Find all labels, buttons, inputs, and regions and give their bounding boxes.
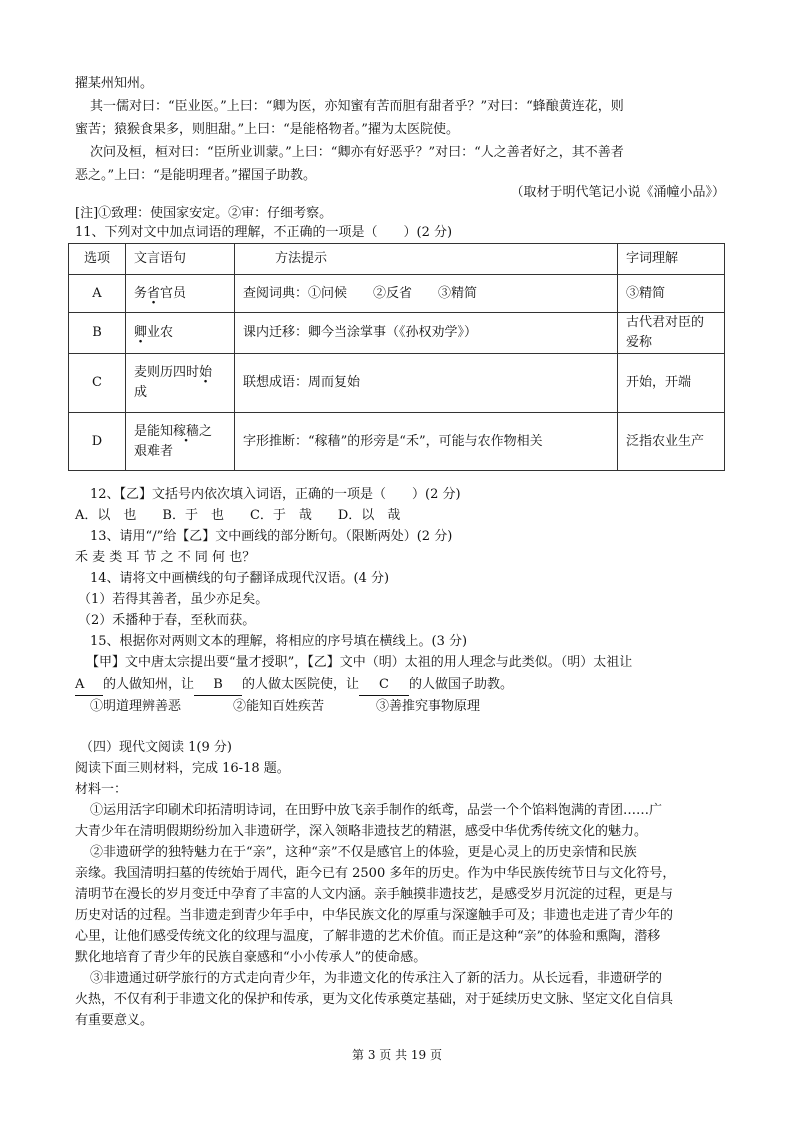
vocab-table xyxy=(68,243,725,471)
blank-c: C xyxy=(359,675,409,696)
dotted-word: 始 xyxy=(199,365,213,380)
question-15: 15、根据你对两则文本的理解，将相应的序号填在横线上。(3 分) xyxy=(90,634,468,649)
question-14-item: （1）若得其善者，虽少亦足矣。 xyxy=(78,592,269,607)
meaning-cell: 古代君对臣的爱称 xyxy=(618,313,725,354)
sentence-cell xyxy=(126,413,235,471)
paragraph-line: 火热，不仅有利于非遗文化的保护和传承，更为文化传承奠定基础，对于延续历史文脉、坚定文化自信具 xyxy=(75,992,674,1007)
method-cell: 课内迁移：卿今当涂掌事（《孙权劝学》） xyxy=(235,313,618,354)
text-line: 擢某州知州。 xyxy=(75,76,154,91)
text-line: 蜜苦；猿猴食果多，则胆甜。”上曰：“是能格物者。”擢为太医院使。 xyxy=(75,122,459,137)
option-cell: C xyxy=(69,354,126,413)
dotted-word: 省 xyxy=(147,285,161,301)
question-11: 11、下列对文中加点词语的理解，不正确的一项是（ ）(2 分) xyxy=(75,225,453,240)
sentence-text: 麦则历四时 xyxy=(134,365,200,380)
method-cell: 字形推断：“稼穑”的形旁是“禾”，可能与农作物相关 xyxy=(235,413,618,471)
blank-b: B xyxy=(194,675,242,696)
sentence-cell xyxy=(126,313,235,354)
question-13: 13、请用“/”给【乙】文中画线的部分断句。（限断两处）(2 分) xyxy=(90,529,453,544)
table-row xyxy=(69,413,725,471)
paragraph-line: ①运用活字印刷术印拓清明诗词，在田野中放飞亲手制作的纸鸢，品尝一个个馅料饱满的青团……广 xyxy=(90,803,663,818)
header-cell: 字词理解 xyxy=(618,244,725,275)
header-cell: 文言语句 xyxy=(126,244,235,275)
question-14-item: （2）禾播种于春，至秋而获。 xyxy=(78,613,256,628)
paragraph-line: 历史对话的过程。当非遗走到青少年手中，中华民族文化的厚重与深邃触手可及；非遗也走进了青少年的 xyxy=(75,908,674,923)
dotted-word: 稼穑 xyxy=(173,423,200,439)
sentence-cell xyxy=(126,275,235,313)
table-header-row xyxy=(69,244,725,275)
paragraph-line: 大青少年在清明假期纷纷加入非遗研学，深入领略非遗技艺的精湛，感受中华优秀传统文化的魅力。 xyxy=(75,824,648,839)
paragraph-line: 亲缘。我国清明扫墓的传统始于周代，距今已有 2500 多年的历史。作为中华民族传统节日与文化符号， xyxy=(75,866,676,881)
paragraph-line: 心里，让他们感受传统文化的纹理与温度，了解非遗的艺术价值。而正是这种“亲”的体验和熏陶，潜移 xyxy=(75,929,661,944)
paragraph-line: 默化地培育了青少年的民族自豪感和“小小传承人”的使命感。 xyxy=(75,950,427,965)
text-line: 恶之。”上曰：“是能明理者。”擢国子助教。 xyxy=(75,168,316,183)
blank-text: 的人做国子助教。 xyxy=(409,677,514,692)
blank-a: A xyxy=(75,675,103,696)
sentence-text: 官员 xyxy=(160,285,187,301)
table-row xyxy=(69,313,725,354)
blank-text: 的人做知州，让 xyxy=(103,677,195,692)
header-cell: 选项 xyxy=(69,244,126,275)
sentence-text: 业农 xyxy=(147,325,174,340)
sentence-text: 是能知 xyxy=(134,423,174,439)
meaning-cell: 开始，开端 xyxy=(618,354,725,413)
sentence-text: 务 xyxy=(134,285,148,301)
question-12-options: A．以 也 B．于 也 C．于 哉 D．以 哉 xyxy=(75,508,401,523)
question-15-blanks xyxy=(75,675,725,696)
text-line: 其一儒对曰：“臣业医。”上曰：“卿为医，亦知蜜有苦而胆有甜者乎？”对曰：“蜂酿黄连花，则 xyxy=(90,99,624,114)
option-cell: A xyxy=(69,275,126,313)
section-intro: 阅读下面三则材料，完成 16-18 题。 xyxy=(75,761,290,776)
question-12: 12、【乙】文括号内依次填入词语，正确的一项是（ ）(2 分) xyxy=(90,487,461,502)
meaning-cell: 泛指农业生产 xyxy=(618,413,725,471)
sentence-cell xyxy=(126,354,235,413)
meaning-cell: ③精简 xyxy=(618,275,725,313)
question-15-line: 【甲】文中唐太宗提出要“量才授职”，【乙】文中（明）太祖的用人理念与此类似。（明）太祖让 xyxy=(86,655,633,670)
sentence-text: 艰难者 xyxy=(134,443,174,459)
annotation-note: [注]①致理：使国家安定。②审：仔细考察。 xyxy=(75,206,333,221)
paragraph-line: ③非遗通过研学旅行的方式走向青少年，为非遗文化的传承注入了新的活力。从长远看，非遗研学的 xyxy=(90,971,663,986)
paragraph-line: 有重要意义。 xyxy=(75,1013,154,1028)
page-number: 第 3 页 共 19 页 xyxy=(352,1048,442,1062)
text-line: 次问及桓，桓对曰：“臣所业训蒙。”上曰：“卿亦有好恶乎？”对曰：“人之善者好之，其不善者 xyxy=(90,145,624,160)
question-15-options: ①明道理辨善恶 ②能知百姓疾苦 ③善推究事物原理 xyxy=(90,699,481,714)
option-cell: D xyxy=(69,413,126,471)
sentence-text: 成 xyxy=(134,385,148,400)
method-cell: 联想成语：周而复始 xyxy=(235,354,618,413)
paragraph-line: 清明节在漫长的岁月变迁中孕育了丰富的人文内涵。亲手触摸非遗技艺，是感受岁月沉淀的过程，更是与 xyxy=(75,887,674,902)
table-row xyxy=(69,354,725,413)
section-title: （四）现代文阅读 1(9 分) xyxy=(80,740,232,755)
material-label: 材料一： xyxy=(75,782,128,797)
question-14: 14、请将文中画横线的句子翻译成现代汉语。(4 分) xyxy=(90,571,390,586)
dotted-word: 卿 xyxy=(134,325,148,340)
sentence-text: 之 xyxy=(199,423,213,439)
question-13-text: 禾 麦 类 耳 节 之 不 同 何 也？ xyxy=(75,550,256,565)
header-cell: 方法提示 xyxy=(235,244,618,275)
blank-text: 的人做太医院使，让 xyxy=(242,677,360,692)
option-cell: B xyxy=(69,313,126,354)
method-cell: 查阅词典：①问候 ②反省 ③精简 xyxy=(235,275,618,313)
paragraph-line: ②非遗研学的独特魅力在于“亲”，这种“亲”不仅是感官上的体验，更是心灵上的历史亲情和民族 xyxy=(90,845,637,860)
table-row xyxy=(69,275,725,313)
source-citation: （取材于明代笔记小说《涌幢小品》） xyxy=(510,185,725,200)
